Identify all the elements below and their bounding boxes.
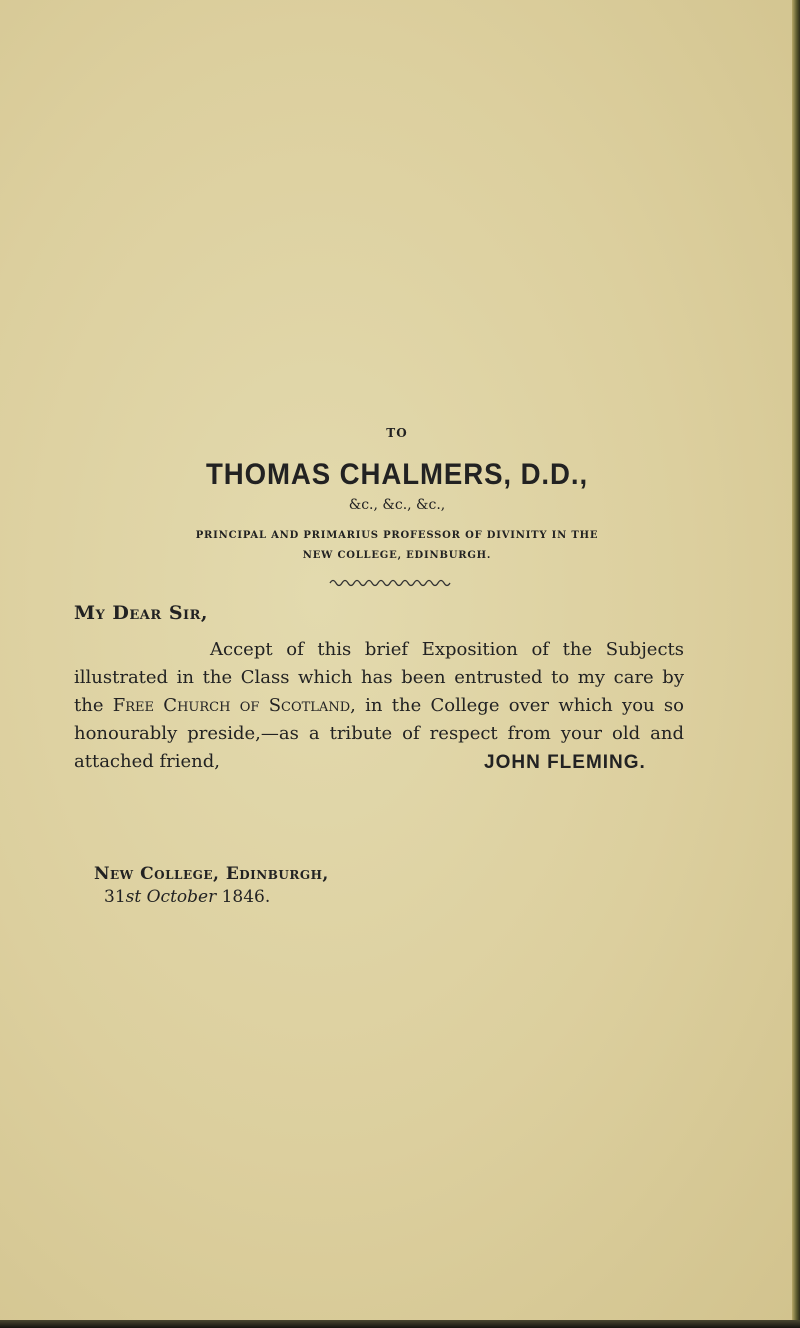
page-edge-right [792, 0, 800, 1328]
wavy-rule-ornament [328, 576, 454, 588]
letter-salutation: My Dear Sir, [74, 602, 209, 624]
letter-date [104, 887, 270, 907]
date-day: 31 [104, 887, 126, 907]
office-line-2: NEW COLLEGE, EDINBURGH. [302, 550, 492, 561]
letter-text-1: Accept of this brief Exposition of the Subjects illustrated in the Class which has been entrusted to my care by the [74, 639, 684, 716]
date-suffix: st [125, 887, 142, 907]
date-month: October [146, 887, 217, 907]
office-line-1: PRINCIPAL AND PRIMARIUS PROFESSOR OF DIVINITY IN THE [195, 530, 599, 541]
dedicatee-office [0, 526, 794, 566]
signature: JOHN FLEMING. [484, 752, 646, 773]
letter-text-2: , in the College over which you so honourably preside,—as a tribute of respect from your old and attached friend, [74, 695, 684, 772]
letter-place: New College, Edinburgh, [94, 864, 329, 884]
dedicatee-etc: &c., &c., &c., [348, 497, 446, 513]
dedication-to: TO [386, 426, 408, 440]
church-name: Free Church of Scotland [112, 695, 351, 716]
page-edge-bottom [0, 1320, 800, 1328]
date-year: 1846. [221, 887, 271, 907]
dedicatee-name: THOMAS CHALMERS, D.D., [205, 458, 589, 491]
